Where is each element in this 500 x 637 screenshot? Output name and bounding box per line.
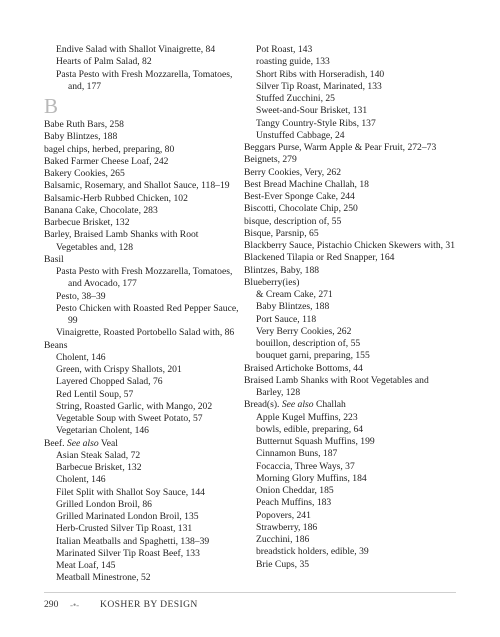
index-entry [44, 438, 242, 450]
index-entry: Braised Artichoke Bottoms, 44 [244, 362, 363, 374]
entry-text: Bread(s). [244, 399, 280, 411]
see-also-label: See also [281, 399, 314, 411]
index-entry: Basil [44, 253, 64, 265]
index-subentry: bouillon, description of, 55 [256, 338, 361, 349]
index-subentry: String, Roasted Garlic, with Mango, 202 [56, 400, 213, 412]
index-column-left [44, 44, 242, 585]
index-subentry: bouquet garni, preparing, 155 [256, 350, 370, 362]
index-entry: Best-Ever Sponge Cake, 244 [244, 191, 355, 202]
index-entry: Baby Blintzes, 188 [44, 131, 118, 143]
index-subentry: Brie Cups, 35 [256, 558, 310, 570]
index-subentry: Grilled London Broil, 86 [56, 498, 152, 510]
footer-ornament: -•- [70, 600, 80, 610]
index-subentry: Vegetable Soup with Sweet Potato, 57 [56, 413, 203, 424]
index-entry: Beggars Purse, Warm Apple & Pear Fruit, 272–73 [244, 142, 437, 153]
index-entry [244, 399, 456, 411]
index-subentry: Hearts of Palm Salad, 82 [56, 56, 152, 68]
index-entry: Beans [44, 339, 68, 351]
index-subentry: Onion Cheddar, 185 [256, 485, 334, 496]
index-subentry: Zucchini, 186 [256, 534, 310, 545]
index-subentry: Barbecue Brisket, 132 [56, 462, 142, 473]
page-footer [44, 598, 198, 612]
index-subentry: roasting guide, 133 [256, 56, 330, 68]
index-entry: bisque, description of, 55 [244, 215, 342, 227]
index-entry: Berry Cookies, Very, 262 [244, 166, 341, 178]
index-subentry: Pasta Pesto with Fresh Mozzarella, Tomatoes, and, 177 [56, 68, 233, 92]
index-subentry: Vinaigrette, Roasted Portobello Salad with, 86 [56, 327, 235, 339]
index-subentry: Endive Salad with Shallot Vinaigrette, 84 [56, 44, 216, 55]
index-subentry: Cholent, 146 [56, 474, 106, 486]
index-subentry: bowls, edible, preparing, 64 [256, 423, 364, 435]
index-subentry: Popovers, 241 [256, 509, 311, 521]
index-entry: Blintzes, Baby, 188 [244, 264, 320, 276]
index-entry: Biscotti, Chocolate Chip, 250 [244, 203, 358, 215]
index-subentry: Vegetarian Cholent, 146 [56, 425, 149, 437]
index-subentry: Pesto Chicken with Roasted Red Pepper Sauce, 99 [56, 302, 239, 326]
index-subentry: Port Sauce, 118 [256, 313, 317, 325]
index-entry: Barbecue Brisket, 132 [44, 217, 130, 228]
index-entry: Baked Farmer Cheese Loaf, 242 [44, 155, 169, 167]
index-subentry: Morning Glory Muffins, 184 [256, 472, 367, 484]
index-entry: Blackened Tilapia or Red Snapper, 164 [244, 252, 395, 264]
index-subentry: & Cream Cake, 271 [256, 289, 333, 300]
index-entry: Blueberry(ies) [244, 276, 300, 288]
index-subentry: Butternut Squash Muffins, 199 [256, 436, 375, 447]
index-subentry: Grilled Marinated London Broil, 135 [56, 511, 199, 522]
index-entry: Balsamic, Rosemary, and Shallot Sauce, 118–19 [44, 180, 230, 192]
index-entry: Bisque, Parsnip, 65 [244, 227, 319, 239]
index-subentry: Meatball Minestrone, 52 [56, 572, 151, 584]
footer-rule [44, 592, 456, 593]
index-subentry: Filet Split with Shallot Soy Sauce, 144 [56, 486, 205, 498]
index-subentry: Silver Tip Roast, Marinated, 133 [256, 80, 382, 92]
index-subentry: Peach Muffins, 183 [256, 497, 332, 509]
index-subentry: Cinnamon Buns, 187 [256, 448, 338, 460]
index-subentry: Strawberry, 186 [256, 521, 318, 533]
index-subentry: Cholent, 146 [56, 351, 106, 363]
index-subentry: Green, with Crispy Shallots, 201 [56, 364, 182, 375]
index-entry: Beignets, 279 [244, 154, 297, 166]
index-subentry: Italian Meatballs and Spaghetti, 138–39 [56, 535, 210, 547]
index-subentry: Pasta Pesto with Fresh Mozzarella, Tomatoes, and Avocado, 177 [56, 266, 233, 290]
see-also-target: Veal [100, 437, 118, 449]
index-subentry: Very Berry Cookies, 262 [256, 325, 352, 337]
index-entry: Blackberry Sauce, Pistachio Chicken Skewers with, 31 [244, 240, 456, 251]
entry-text: Beef. [44, 437, 65, 449]
index-subentry: breadstick holders, edible, 39 [256, 546, 369, 558]
index-entry: Bakery Cookies, 265 [44, 168, 125, 179]
index-subentry: Short Ribs with Horseradish, 140 [256, 68, 385, 80]
index-subentry: Layered Chopped Salad, 76 [56, 376, 163, 388]
index-subentry: Meat Loaf, 145 [56, 560, 116, 571]
index-subentry: Asian Steak Salad, 72 [56, 449, 141, 461]
index-subentry: Baby Blintzes, 188 [256, 301, 330, 313]
index-entry: Braised Lamb Shanks with Root Vegetables and Barley, 128 [244, 374, 429, 398]
index-entry: Banana Cake, Chocolate, 283 [44, 204, 158, 216]
index-entry: Barley, Braised Lamb Shanks with Root Vegetables and, 128 [44, 229, 199, 253]
index-subentry: Apple Kugel Muffins, 223 [256, 411, 358, 423]
index-subentry: Stuffed Zucchini, 25 [256, 93, 335, 104]
index-entry: Babe Ruth Bars, 258 [44, 119, 124, 130]
index-subentry: Sweet-and-Sour Brisket, 131 [256, 105, 368, 117]
index-subentry: Unstuffed Cabbage, 24 [256, 129, 345, 141]
index-entry: bagel chips, herbed, preparing, 80 [44, 143, 175, 155]
index-entry: Balsamic-Herb Rubbed Chicken, 102 [44, 192, 188, 204]
index-subentry: Marinated Silver Tip Roast Beef, 133 [56, 547, 200, 559]
index-column-right [244, 44, 456, 571]
index-subentry: Red Lentil Soup, 57 [56, 388, 134, 400]
see-also-target: Challah [315, 399, 346, 411]
index-subentry: Herb-Crusted Silver Tip Roast, 131 [56, 523, 193, 535]
index-entry: Best Bread Machine Challah, 18 [244, 178, 369, 190]
section-letter: B [44, 94, 59, 118]
index-subentry: Pesto, 38–39 [56, 290, 106, 302]
book-title: KOSHER BY DESIGN [100, 599, 198, 610]
index-subentry: Focaccia, Three Ways, 37 [256, 460, 355, 472]
page-number: 290 [44, 599, 59, 610]
see-also-label: See also [66, 437, 99, 449]
index-subentry: Tangy Country-Style Ribs, 137 [256, 117, 376, 129]
index-subentry: Pot Roast, 143 [256, 44, 313, 55]
